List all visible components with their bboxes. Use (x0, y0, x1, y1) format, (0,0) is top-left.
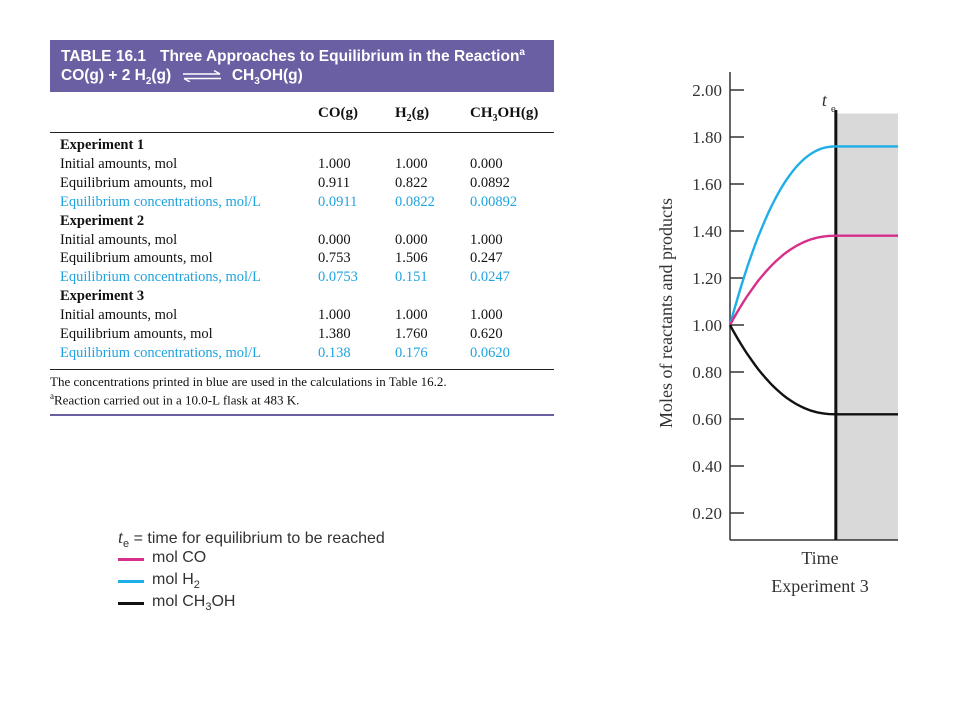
cell-h2: 0.151 (395, 269, 428, 286)
cell-h2: 1.506 (395, 250, 428, 267)
table-row (50, 307, 554, 326)
table-header (50, 40, 554, 92)
cell-label: Initial amounts, mol (60, 307, 178, 324)
cell-ch3oh: 0.0892 (470, 174, 510, 191)
cell-h2: 0.000 (395, 231, 428, 248)
cell-label: Initial amounts, mol (60, 155, 178, 172)
cell-label: Equilibrium amounts, mol (60, 174, 213, 191)
cell-h2: 0.176 (395, 344, 428, 361)
table-body (50, 133, 554, 370)
y-tick-label: 1.00 (692, 316, 722, 335)
cell-co: 1.380 (318, 326, 351, 342)
table-row (50, 326, 554, 345)
table-row (50, 269, 554, 288)
y-tick-label: 0.20 (692, 504, 722, 523)
te-label: t (821, 90, 827, 110)
experiment-3-chart (640, 60, 940, 620)
col-header-h2: $H_2(g)$ (395, 105, 430, 124)
table-row (50, 250, 554, 269)
y-axis-label: Moles of reactants and products (656, 198, 676, 428)
cell-co: 0.911 (318, 174, 351, 191)
cell-ch3oh: 0.620 (470, 326, 503, 342)
cell-ch3oh: 1.000 (470, 307, 503, 324)
table-row (50, 175, 554, 194)
experiment-heading-row (50, 288, 554, 307)
table-title (61, 47, 525, 66)
equilibrium-shaded-region (836, 114, 898, 541)
cell-ch3oh: 0.0247 (470, 269, 510, 286)
cell-ch3oh: 0.000 (470, 155, 503, 172)
y-tick-label: 2.00 (692, 81, 722, 100)
cell-label: Equilibrium concentrations, mol/L (60, 344, 261, 361)
cell-co: 0.753 (318, 250, 351, 267)
y-tick-label: 1.60 (692, 175, 722, 194)
cell-label: Experiment 3 (60, 288, 145, 305)
y-tick-label: 0.40 (692, 457, 722, 476)
cell-co: 0.138 (318, 344, 351, 361)
cell-h2: 0.0822 (395, 193, 435, 210)
cell-label: Experiment 1 (60, 137, 145, 153)
x-axis-label: Time (801, 548, 839, 568)
cell-label: Equilibrium amounts, mol (60, 250, 213, 267)
cell-h2: 1.000 (395, 307, 428, 324)
table-row (50, 156, 554, 175)
cell-label: Equilibrium concentrations, mol/L (60, 269, 261, 286)
col-header-co: CO(g) (318, 105, 358, 121)
cell-label: Experiment 2 (60, 212, 145, 229)
cell-h2: 1.000 (395, 155, 428, 172)
experiment-heading-row (50, 137, 554, 156)
cell-label: Equilibrium concentrations, mol/L (60, 193, 261, 210)
cell-co: 0.000 (318, 231, 351, 248)
y-tick-label: 1.20 (692, 269, 722, 288)
y-tick-label: 1.80 (692, 128, 722, 147)
column-header-row (50, 92, 554, 133)
cell-co: 1.000 (318, 307, 351, 324)
cell-h2: 1.760 (395, 326, 428, 342)
cell-label: Initial amounts, mol (60, 231, 178, 248)
legend-swatch-co (118, 558, 144, 561)
cell-co: 0.0753 (318, 269, 358, 286)
experiment-heading-row (50, 213, 554, 232)
legend-swatch-h2 (118, 580, 144, 583)
y-tick-label: 1.40 (692, 222, 722, 241)
reaction-equation: CO(g) + 2 $H_2(g)$ $CH_3OH(g)$ (61, 67, 303, 88)
table-row (50, 194, 554, 213)
table-footnotes (50, 370, 554, 416)
table-number: TABLE 16.1 (61, 48, 146, 66)
te-label-sub: e (830, 103, 836, 115)
cell-ch3oh: 0.247 (470, 250, 503, 267)
table-row (50, 345, 554, 364)
cell-ch3oh: 0.00892 (470, 193, 518, 210)
cell-co: 1.000 (318, 155, 351, 172)
y-tick-label: 0.60 (692, 410, 722, 429)
chart-caption: Experiment 3 (771, 576, 869, 596)
table-row (50, 232, 554, 251)
footnote-blue: The concentrations printed in blue are used in the calculations in Table 16.2. (50, 374, 447, 389)
cell-co: 0.0911 (318, 193, 358, 210)
legend-te-definition: $t_e$ = time for equilibrium to be reached (118, 527, 385, 551)
equilibrium-arrows-icon (182, 70, 222, 82)
y-tick-label: 0.80 (692, 363, 722, 382)
footnote-a: $^a$Reaction carried out in a 10.0-L flask at 483 K. (50, 391, 300, 408)
col-header-ch3oh: $CH_3OH(g)$ (470, 105, 539, 124)
cell-ch3oh: 1.000 (470, 231, 503, 248)
cell-ch3oh: 0.0620 (470, 344, 510, 361)
table-title-footnote-mark: a (519, 47, 525, 58)
equilibrium-table (50, 40, 554, 416)
cell-label: Equilibrium amounts, mol (60, 326, 213, 342)
cell-h2: 0.822 (395, 174, 428, 191)
table-title-text: Three Approaches to Equilibrium in the Reaction (160, 48, 520, 66)
legend-swatch-ch3oh (118, 602, 144, 605)
